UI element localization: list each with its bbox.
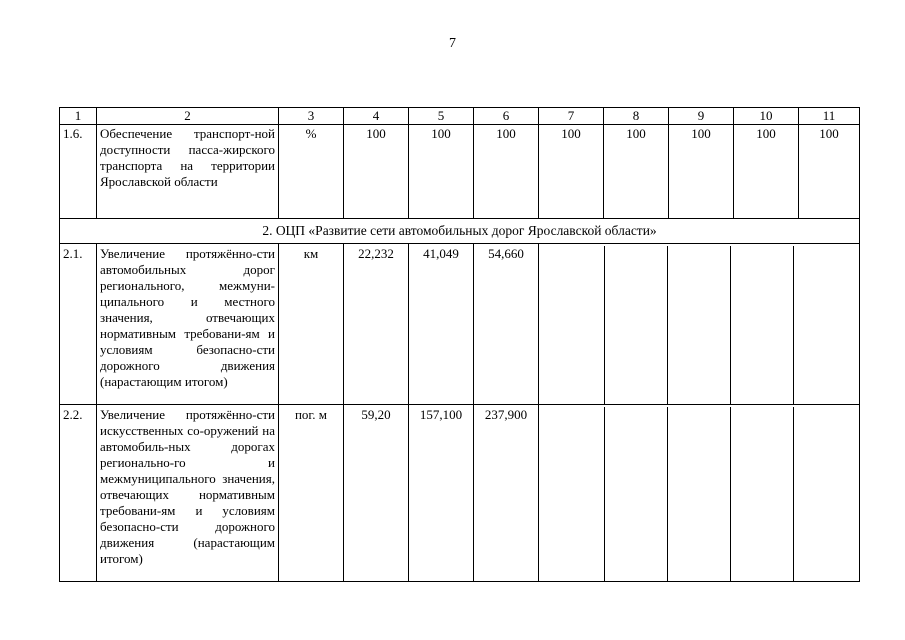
header-cell-6: 6 bbox=[474, 108, 539, 125]
header-cell-1: 1 bbox=[60, 108, 97, 125]
empty-cell bbox=[605, 407, 668, 581]
header-cell-3: 3 bbox=[279, 108, 344, 125]
header-cell-9: 9 bbox=[669, 108, 734, 125]
empty-cell bbox=[730, 407, 793, 581]
section-row bbox=[60, 219, 860, 244]
empty-cell bbox=[793, 246, 856, 404]
row-number: 2.2. bbox=[60, 405, 97, 582]
indicator-name: Обеспечение транспорт-ной доступности пасса-жирского транспорта на территории Ярославской области bbox=[97, 125, 279, 219]
value-cell: 100 bbox=[669, 125, 734, 219]
indicator-name: Увеличение протяжённо-сти искусственных со-оружений на автомобиль-ных дорогах регионально-го и межмуниципального значения, отвечающих нормативным требовани-ям и условиям безопасно-сти дорожного движения (нарастающим итогом) bbox=[97, 405, 279, 582]
unit-cell: пог. м bbox=[279, 405, 344, 582]
table-row bbox=[60, 125, 860, 219]
header-cell-8: 8 bbox=[604, 108, 669, 125]
header-cell-10: 10 bbox=[734, 108, 799, 125]
value-cell: 237,900 bbox=[474, 405, 539, 582]
value-cell: 41,049 bbox=[409, 244, 474, 405]
empty-cells bbox=[542, 407, 856, 581]
section-title: 2. ОЦП «Развитие сети автомобильных дорог Ярославской области» bbox=[60, 219, 860, 244]
header-row bbox=[60, 108, 860, 125]
unit-cell: % bbox=[279, 125, 344, 219]
empty-cell bbox=[605, 246, 668, 404]
value-cell: 100 bbox=[734, 125, 799, 219]
header-cell-2: 2 bbox=[97, 108, 279, 125]
header-cell-4: 4 bbox=[344, 108, 409, 125]
value-cell: 54,660 bbox=[474, 244, 539, 405]
value-cell: 100 bbox=[799, 125, 860, 219]
empty-cell bbox=[542, 246, 605, 404]
value-cell: 157,100 bbox=[409, 405, 474, 582]
empty-cell bbox=[730, 246, 793, 404]
empty-cell bbox=[668, 246, 731, 404]
indicators-table bbox=[59, 107, 860, 582]
value-cell: 100 bbox=[604, 125, 669, 219]
empty-cell bbox=[793, 407, 856, 581]
header-cell-7: 7 bbox=[539, 108, 604, 125]
unit-cell: км bbox=[279, 244, 344, 405]
header-cell-11: 11 bbox=[799, 108, 860, 125]
empty-values-area bbox=[539, 405, 860, 582]
table-row bbox=[60, 405, 860, 582]
indicator-name: Увеличение протяжённо-сти автомобильных дорог регионального, межмуни-ципального и местного значения, отвечающих нормативным требовани-ям и условиям безопасно-сти дорожного движения (нарастающим итогом) bbox=[97, 244, 279, 405]
header-cell-5: 5 bbox=[409, 108, 474, 125]
value-cell: 100 bbox=[409, 125, 474, 219]
value-cell: 100 bbox=[539, 125, 604, 219]
value-cell: 100 bbox=[344, 125, 409, 219]
empty-cells bbox=[542, 246, 856, 404]
page-number: 7 bbox=[449, 36, 456, 51]
empty-cell bbox=[668, 407, 731, 581]
value-cell: 59,20 bbox=[344, 405, 409, 582]
empty-cell bbox=[542, 407, 605, 581]
row-number: 2.1. bbox=[60, 244, 97, 405]
row-number: 1.6. bbox=[60, 125, 97, 219]
value-cell: 100 bbox=[474, 125, 539, 219]
empty-values-area bbox=[539, 244, 860, 405]
table-row bbox=[60, 244, 860, 405]
value-cell: 22,232 bbox=[344, 244, 409, 405]
